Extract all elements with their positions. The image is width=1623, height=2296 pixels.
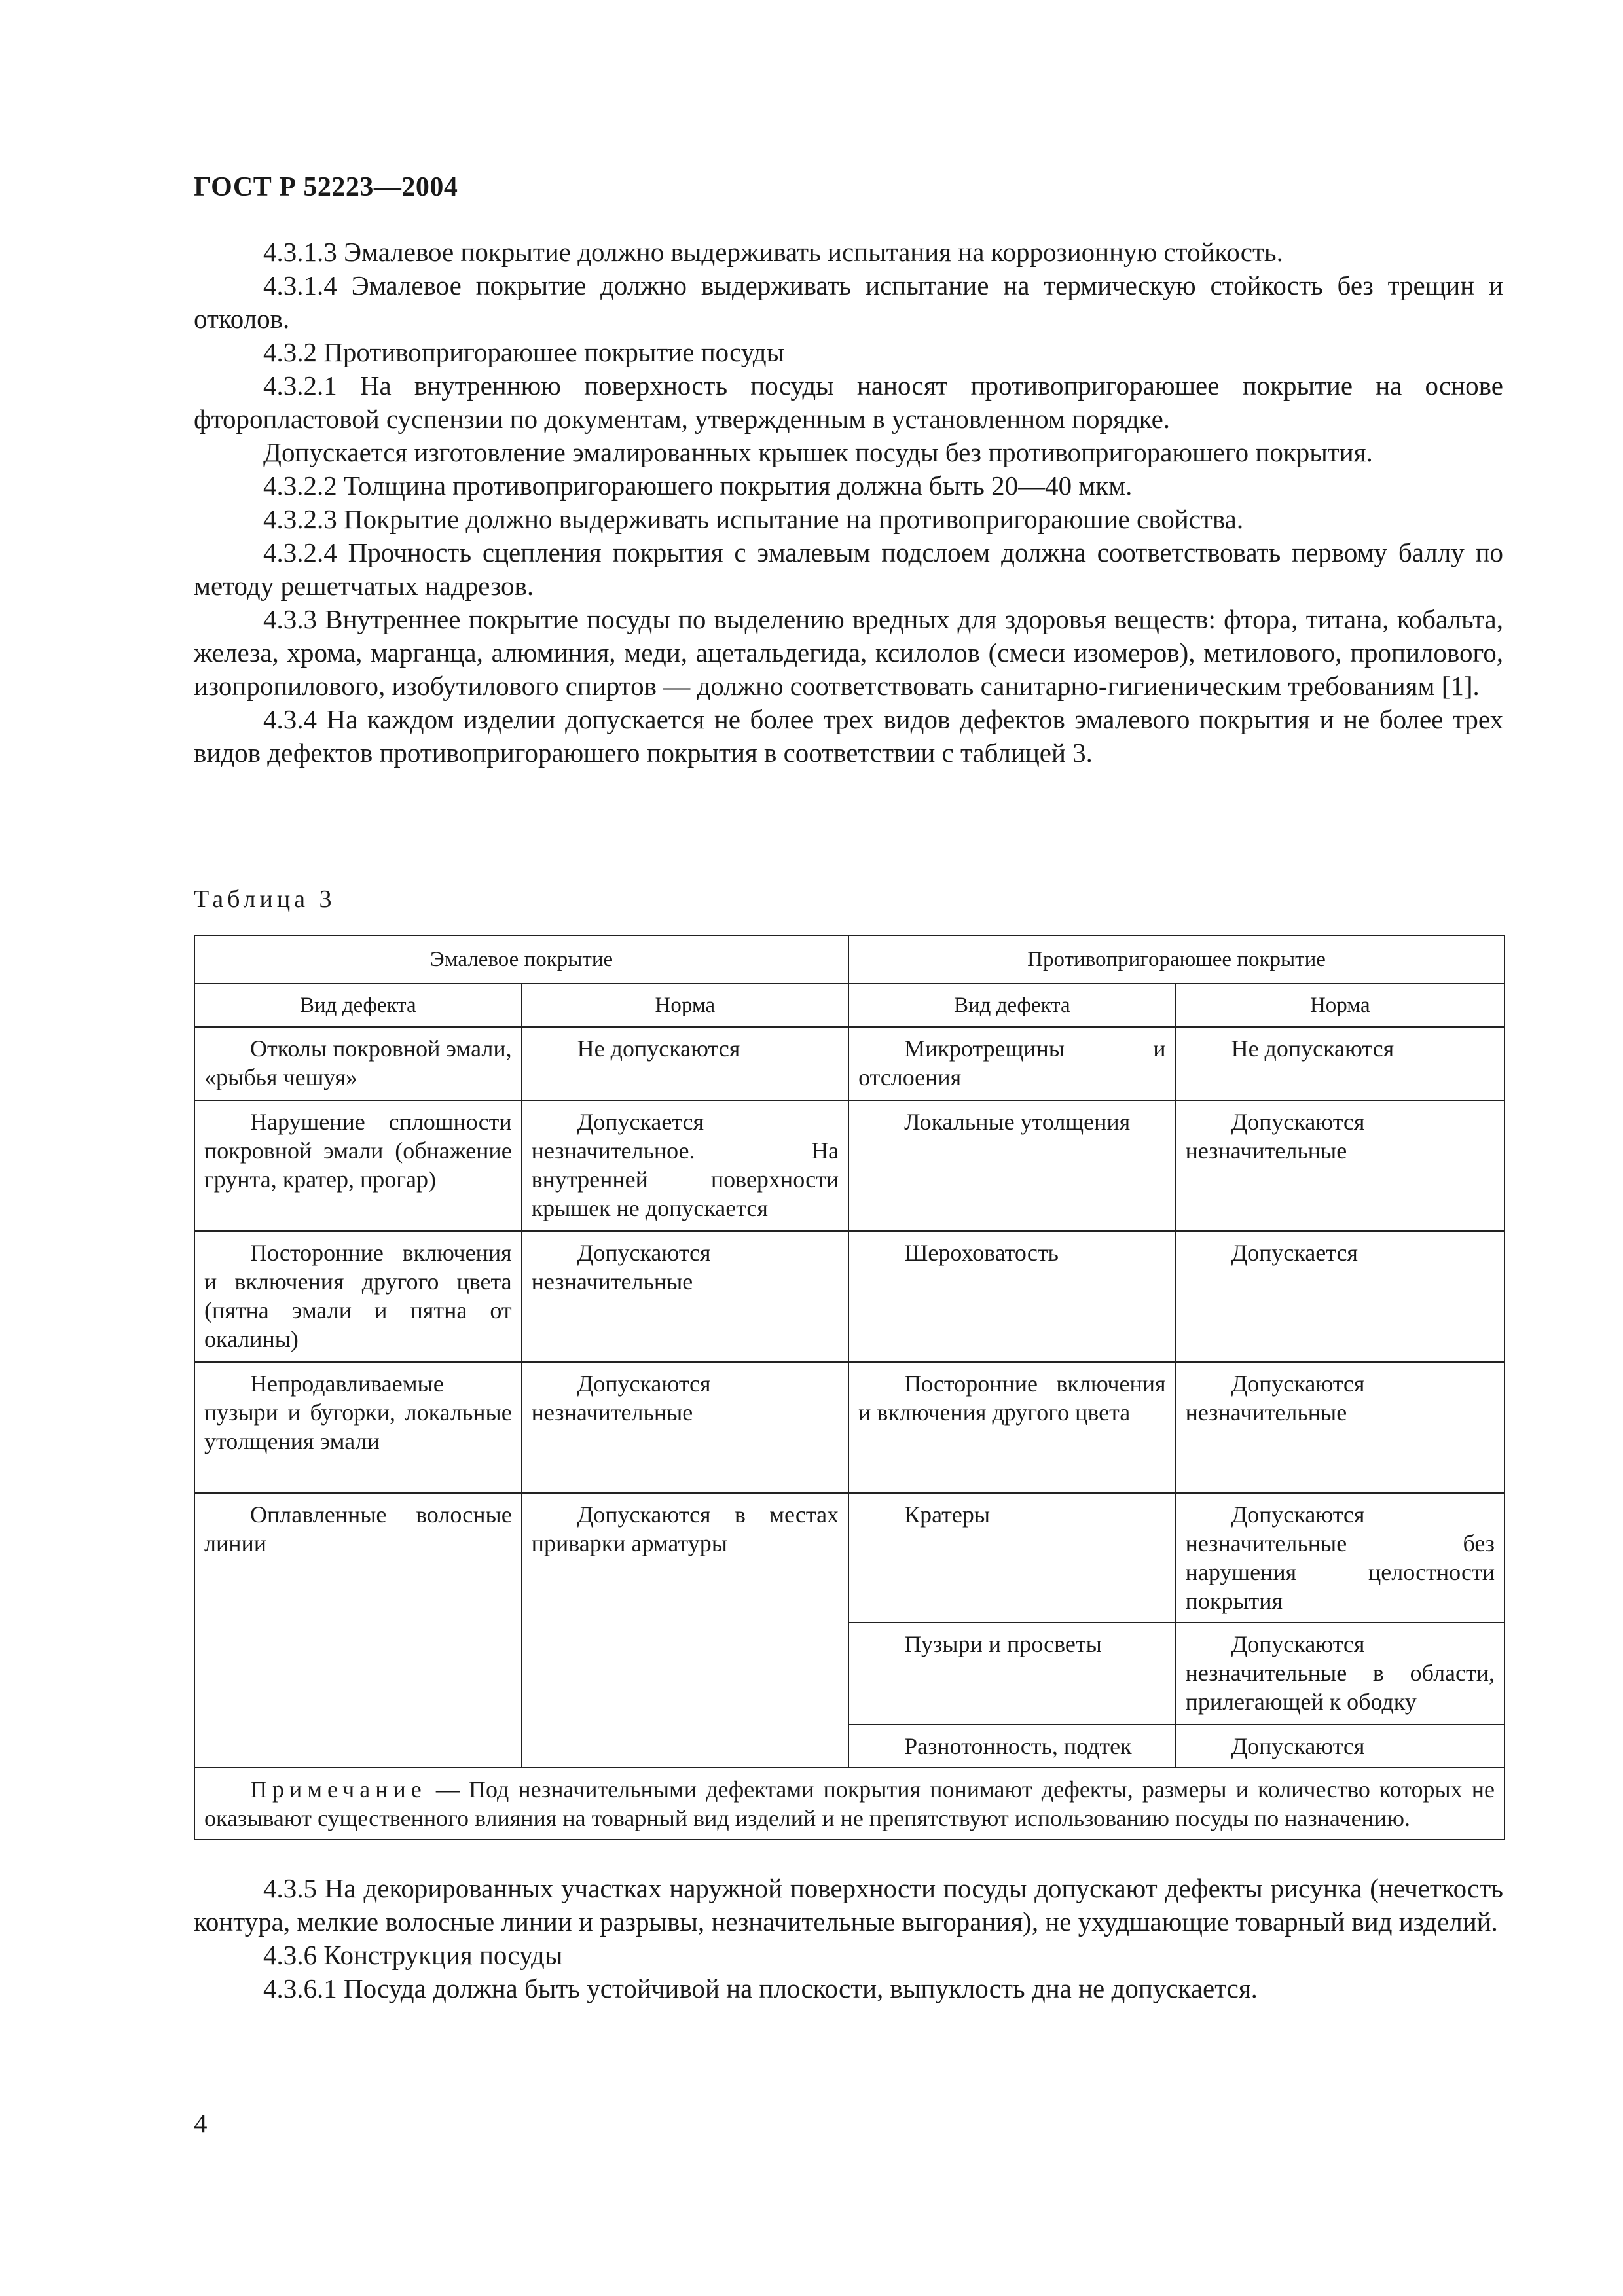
table-cell: Кратеры — [848, 1493, 1176, 1623]
table-cell: Шероховатость — [848, 1231, 1176, 1362]
paragraph: 4.3.6.1 Посуда должна быть устойчивой на плоскости, выпуклость дна не допускается. — [263, 1973, 1258, 2003]
table-cell: Посторонние включения и включения другого цвета — [848, 1362, 1176, 1493]
table-cell: Пузыри и просветы — [848, 1623, 1176, 1725]
table-sub-header-row — [194, 984, 1504, 1027]
paragraph: 4.3.2.3 Покрытие должно выдерживать испытание на противопригораюшие свойства. — [263, 504, 1244, 534]
table-cell: Допускаются в местах приварки арматуры — [522, 1493, 848, 1623]
paragraph: 4.3.4 На каждом изделии допускается не более трех видов дефектов эмалевого покрытия и не более трех видов дефектов противопригораюшего покрытия в соответствии с таблицей 3. — [194, 704, 1503, 768]
table-cell: Допускаются незначительные без нарушения целостности покрытия — [1176, 1493, 1504, 1623]
table-cell-empty — [194, 1725, 522, 1768]
table-cell: Посторонние включения и включения другого цвета (пятна эмали и пятна от окалины) — [194, 1231, 522, 1362]
paragraph: 4.3.1.4 Эмалевое покрытие должно выдерживать испытание на термическую стойкость без трещин и отколов. — [194, 270, 1503, 334]
paragraph: 4.3.6 Конструкция посуды — [263, 1940, 563, 1970]
table-cell: Допускается — [1176, 1231, 1504, 1362]
table-row — [194, 1725, 1504, 1768]
table-note-row — [194, 1768, 1504, 1840]
table-cell: Локальные утолщения — [848, 1100, 1176, 1231]
table-caption: Таблица 3 — [194, 886, 336, 913]
table-cell: Допускаются незначительные — [1176, 1362, 1504, 1493]
table-cell: Отколы покровной эмали, «рыбья чешуя» — [194, 1027, 522, 1100]
body-text-after-table — [194, 1872, 1503, 2005]
paragraph: Допускается изготовление эмалированных крышек посуды без противопригораюшего покрытия. — [263, 437, 1373, 467]
table-cell: Допускаются незначительные — [522, 1231, 848, 1362]
table-cell: Допускаются — [1176, 1725, 1504, 1768]
table-cell-empty — [522, 1623, 848, 1725]
table-row — [194, 1362, 1504, 1493]
table-row — [194, 1231, 1504, 1362]
table-row — [194, 1623, 1504, 1725]
table-cell: Допускаются незначительные — [522, 1362, 848, 1493]
table-cell: Не допускаются — [522, 1027, 848, 1100]
paragraph: 4.3.3 Внутреннее покрытие посуды по выделению вредных для здоровья веществ: фтора, титана, кобальта, железа, хрома, марганца, алюминия, меди, ацетальдегида, ксилолов (смеси изомеров), метилового, пропилового, изопропилового, изобутилового спиртов — должно соответствовать санитарно-гигиеническим требованиям [1]. — [194, 604, 1503, 701]
document-header: ГОСТ Р 52223—2004 — [194, 172, 458, 202]
column-header: Норма — [522, 984, 848, 1027]
paragraph: 4.3.2.4 Прочность сцепления покрытия с эмалевым подслоем должна соответствовать первому баллу по методу решетчатых надрезов. — [194, 537, 1503, 601]
page-number: 4 — [194, 2108, 208, 2138]
note-label: Примечание — [250, 1776, 427, 1803]
table-cell: Непродавливаемые пузыри и бугорки, локальные утолщения эмали — [194, 1362, 522, 1493]
table-cell-empty — [194, 1623, 522, 1725]
table-cell: Микротрещины и отслоения — [848, 1027, 1176, 1100]
group-header-enamel: Эмалевое покрытие — [194, 935, 848, 984]
table-cell: Допускаются незначительные — [1176, 1100, 1504, 1231]
table-group-header-row — [194, 935, 1504, 984]
table-row — [194, 1493, 1504, 1623]
table-cell: Разнотонность, подтек — [848, 1725, 1176, 1768]
table-cell: Оплавленные волосные линии — [194, 1493, 522, 1623]
paragraph: 4.3.2 Противопригораюшее покрытие посуды — [263, 337, 785, 367]
paragraph: 4.3.2.1 На внутреннюю поверхность посуды наносят противопригораюшее покрытие на основе фторопластовой суспензии по документам, утвержденным в установленном порядке. — [194, 370, 1503, 434]
column-header: Вид дефекта — [848, 984, 1176, 1027]
paragraph: 4.3.2.2 Толщина противопригораюшего покрытия должна быть 20—40 мкм. — [263, 471, 1133, 501]
table-cell: Не допускаются — [1176, 1027, 1504, 1100]
paragraph: 4.3.1.3 Эмалевое покрытие должно выдерживать испытания на коррозионную стойкость. — [263, 237, 1283, 267]
table-row — [194, 1100, 1504, 1231]
column-header: Вид дефекта — [194, 984, 522, 1027]
table-cell-empty — [522, 1725, 848, 1768]
body-text-before-table — [194, 236, 1503, 770]
table-note — [194, 1768, 1504, 1840]
defects-table — [194, 935, 1505, 1840]
column-header: Норма — [1176, 984, 1504, 1027]
table-cell: Нарушение сплошности покровной эмали (обнажение грунта, кратер, прогар) — [194, 1100, 522, 1231]
table-cell: Допускаются незначительные в области, прилегающей к ободку — [1176, 1623, 1504, 1725]
table-cell: Допускается незначительное. На внутренней поверхности крышек не допускается — [522, 1100, 848, 1231]
table-row — [194, 1027, 1504, 1100]
note-text: — Под незначительными дефектами покрытия понимают дефекты, размеры и количество которых не оказывают существенного влияния на товарный вид изделий и не препятствуют использованию посуды по назначению. — [204, 1776, 1495, 1831]
group-header-nonstick: Противопригораюшее покрытие — [848, 935, 1504, 984]
paragraph: 4.3.5 На декорированных участках наружной поверхности посуды допускают дефекты рисунка (нечеткость контура, мелкие волосные линии и разрывы, незначительные выгорания), не ухудшающие товарный вид изделий. — [194, 1873, 1503, 1937]
